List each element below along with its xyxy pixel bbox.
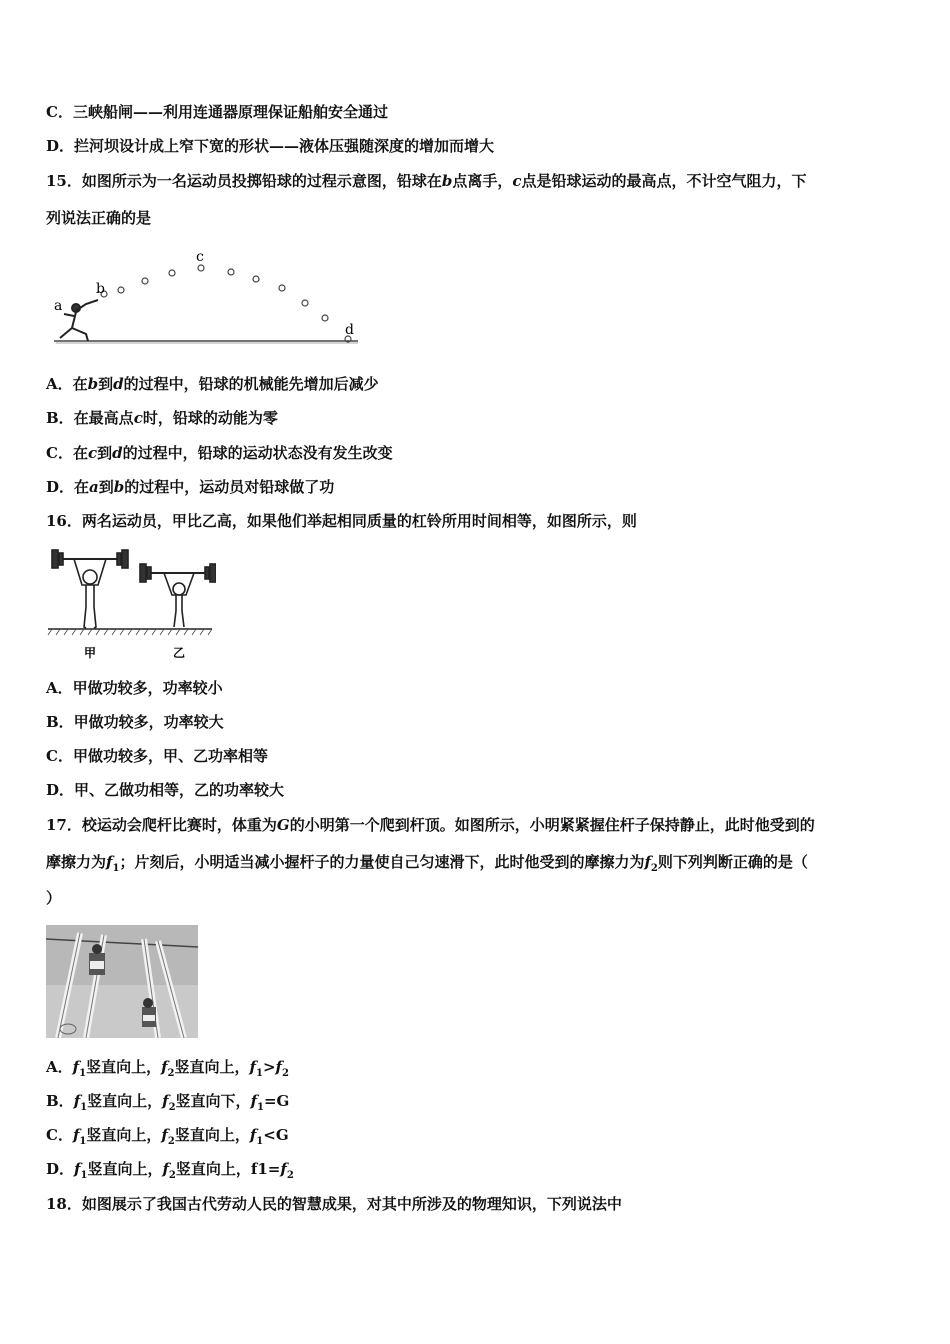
q16-option-c: C．甲做功较多，甲、乙功率相等	[46, 747, 268, 765]
lifter-yi	[140, 564, 216, 627]
q16-stem: 16．两名运动员，甲比乙高，如果他们举起相同质量的杠铃所用时间相等，如图所示，则	[46, 512, 637, 530]
shot-put-figure	[46, 246, 366, 346]
q18-stem: 18．如图展示了我国古代劳动人民的智慧成果，对其中所涉及的物理知识，下列说法中	[46, 1195, 622, 1213]
trajectory	[101, 265, 351, 342]
lifter-jia	[52, 550, 128, 628]
q17-option-b: B．$f_1$竖直向上，$f_2$竖直向下，$f_1=G$	[46, 1092, 290, 1113]
label-yi: 乙	[173, 646, 186, 660]
floor-hatch	[48, 629, 212, 635]
q17-stem-line2: 摩擦力为$f_1$；片刻后，小明适当减小握杆子的力量使自己匀速滑下，此时他受到的摩擦力为$f_2$则下列判断正确的是（	[46, 853, 808, 874]
pole-climbing-photo	[46, 925, 198, 1038]
q17-option-c: C．$f_1$竖直向上，$f_2$竖直向上，$f_1<G$	[46, 1126, 289, 1147]
q15-stem-line2: 列说法正确的是	[46, 209, 152, 227]
weightlifters-figure	[46, 545, 216, 665]
q17-stem-line1: 17．校运动会爬杆比赛时，体重为G的小明第一个爬到杆顶。如图所示，小明紧紧握住杆子保持静止，此时他受到的	[46, 816, 815, 834]
q16-option-d: D．甲、乙做功相等，乙的功率较大	[46, 781, 285, 799]
q17-option-d: D．$f_1$竖直向上，$f_2$竖直向上，$f1=f_2$	[46, 1160, 294, 1181]
q15-option-c: C．在c到d的过程中，铅球的运动状态没有发生改变	[46, 444, 393, 462]
q17-stem-line3: ）	[46, 889, 62, 907]
label-a: a	[54, 298, 63, 314]
q15-option-d: D．在a到b的过程中，运动员对铅球做了功	[46, 478, 335, 496]
label-c: c	[196, 249, 204, 265]
q15-option-b: B．在最高点c时，铅球的动能为零	[46, 409, 278, 427]
q15-stem-line1: 15．如图所示为一名运动员投掷铅球的过程示意图，铅球在b点离手，c点是铅球运动的最高点，不计空气阻力，下	[46, 172, 807, 190]
label-d: d	[345, 322, 354, 338]
label-b: b	[96, 281, 105, 297]
athlete-icon	[60, 300, 98, 341]
q14-option-d: D．拦河坝设计成上窄下宽的形状——液体压强随深度的增加而增大	[46, 137, 495, 155]
q16-option-a: A．甲做功较多，功率较小	[46, 679, 223, 697]
q16-option-b: B．甲做功较多，功率较大	[46, 713, 224, 731]
q14-option-c: C．三峡船闸——利用连通器原理保证船舶安全通过	[46, 103, 388, 121]
label-jia: 甲	[84, 646, 97, 660]
q15-option-a: A．在b到d的过程中，铅球的机械能先增加后减少	[46, 375, 379, 393]
q17-option-a: A．$f_1$竖直向上，$f_2$竖直向上，$f_1>f_2$	[46, 1058, 289, 1079]
